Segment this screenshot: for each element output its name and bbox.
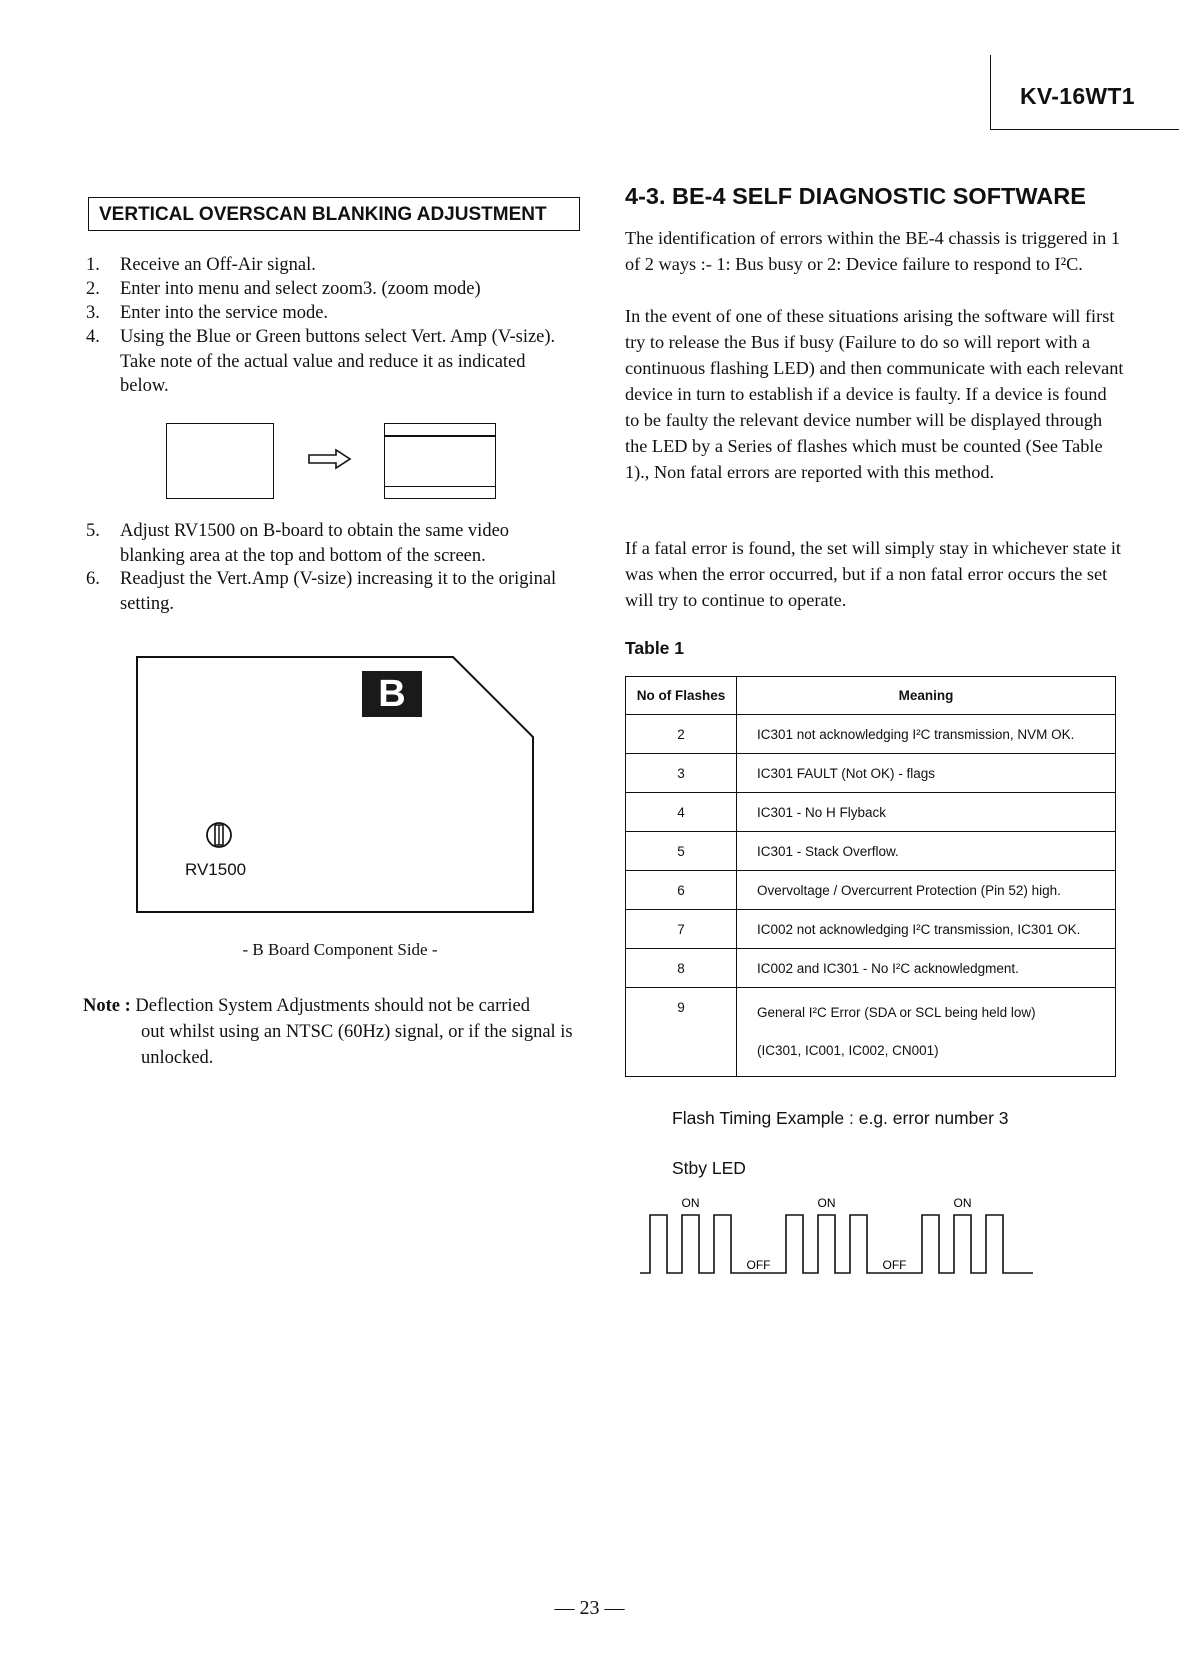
step-text: Adjust RV1500 on B-board to obtain the same video blanking area at the top and bottom of the screen. <box>120 521 510 566</box>
flash-count-cell: 8 <box>626 949 737 988</box>
meaning-cell: IC002 not acknowledging I²C transmission, IC301 OK. <box>737 910 1116 949</box>
section-title-self-diagnostic: 4-3. BE-4 SELF DIAGNOSTIC SOFTWARE <box>625 183 1086 209</box>
step-number: 1. <box>86 255 100 275</box>
table-row <box>626 949 1116 988</box>
step-number: 3. <box>86 303 100 323</box>
step-text: Using the Blue or Green buttons select Vert. Amp (V-size). Take note of the actual value and reduce it as indicated below. <box>120 327 556 396</box>
step-text: Readjust the Vert.Amp (V-size) increasing it to the original setting. <box>120 569 557 614</box>
note <box>83 993 603 1073</box>
meaning-cell: IC301 - No H Flyback <box>737 793 1116 832</box>
flash-timing-waveform <box>640 1195 1080 1280</box>
step-number: 6. <box>86 569 100 589</box>
flash-count-cell: 6 <box>626 871 737 910</box>
column-header-meaning: Meaning <box>737 677 1116 715</box>
stby-led-label: Stby LED <box>672 1158 746 1178</box>
step-number: 4. <box>86 327 100 347</box>
flash-count-cell: 4 <box>626 793 737 832</box>
on-label: ON <box>817 1196 836 1210</box>
top-blanking-line <box>385 435 495 437</box>
off-label: OFF <box>882 1258 907 1272</box>
flash-count-cell: 3 <box>626 754 737 793</box>
section-title-vertical-overscan: VERTICAL OVERSCAN BLANKING ADJUSTMENT <box>99 204 547 225</box>
rv1500-label: RV1500 <box>185 860 247 879</box>
column-header-flashes: No of Flashes <box>626 677 737 715</box>
process-paragraph: In the event of one of these situations arising the software will first try to release the Bus if busy (Failure to do so will report with a continuous flashing LED) and then communicate with each relevant device in turn to establish if a device is faulty. If a device is found to be faulty the relevant device number will be displayed through the LED by a Series of flashes which must be counted (See Table 1)., Non fatal errors are reported with this method. <box>625 306 1124 482</box>
flash-timing-title: Flash Timing Example : e.g. error number 3 <box>672 1108 1009 1128</box>
meaning-cell <box>737 988 1116 1077</box>
intro-paragraph: The identification of errors within the BE-4 chassis is triggered in 1 of 2 ways :- 1: Bus busy or 2: Device failure to respond to I²C. <box>625 228 1120 274</box>
step-2 <box>86 277 566 301</box>
potentiometer-icon <box>205 821 233 849</box>
table-row <box>626 793 1116 832</box>
bottom-blanking-line <box>385 486 495 488</box>
note-label: Note : <box>83 996 131 1016</box>
flash-count-cell: 5 <box>626 832 737 871</box>
table-header-row <box>626 677 1116 715</box>
on-label: ON <box>953 1196 972 1210</box>
screen-before-diagram <box>166 423 274 499</box>
on-label: ON <box>681 1196 700 1210</box>
flash-count-cell: 7 <box>626 910 737 949</box>
model-number: KV-16WT1 <box>1020 83 1135 109</box>
step-1 <box>86 253 566 277</box>
error-flash-table <box>625 676 1116 1077</box>
meaning-line-1: General I²C Error (SDA or SCL being held low) <box>757 1005 1036 1020</box>
meaning-line-2: (IC301, IC001, IC002, CN001) <box>757 1043 939 1058</box>
step-3 <box>86 301 566 325</box>
table-row <box>626 910 1116 949</box>
screen-after-diagram <box>384 423 496 499</box>
waveform-labels <box>682 1196 972 1272</box>
meaning-cell: Overvoltage / Overcurrent Protection (Pin 52) high. <box>737 871 1116 910</box>
step-4 <box>86 325 566 399</box>
step-5 <box>86 519 566 567</box>
meaning-cell: IC301 FAULT (Not OK) - flags <box>737 754 1116 793</box>
table-row <box>626 754 1116 793</box>
step-text: Enter into the service mode. <box>120 303 329 323</box>
step-number: 5. <box>86 521 100 541</box>
table-title: Table 1 <box>625 638 685 658</box>
page-number: — 23 — <box>554 1597 625 1619</box>
right-arrow-icon <box>306 447 354 471</box>
note-first-line: Deflection System Adjustments should not be carried <box>135 996 531 1016</box>
off-label: OFF <box>746 1258 771 1272</box>
step-text: Enter into menu and select zoom3. (zoom mode) <box>120 279 481 299</box>
board-letter-badge: B <box>362 671 422 717</box>
meaning-cell: IC002 and IC301 - No I²C acknowledgment. <box>737 949 1116 988</box>
fatal-error-paragraph: If a fatal error is found, the set will simply stay in whichever state it was when the error occurred, but if a non fatal error occurs the set will try to continue to operate. <box>625 538 1121 610</box>
meaning-cell: IC301 - Stack Overflow. <box>737 832 1116 871</box>
step-text: Receive an Off-Air signal. <box>120 255 316 275</box>
board-caption: - B Board Component Side - <box>242 940 438 959</box>
table-row <box>626 871 1116 910</box>
table-row <box>626 832 1116 871</box>
step-6 <box>86 567 566 615</box>
flash-count-cell: 9 <box>626 988 737 1077</box>
table-row <box>626 715 1116 754</box>
meaning-cell: IC301 not acknowledging I²C transmission, NVM OK. <box>737 715 1116 754</box>
flash-count-cell: 2 <box>626 715 737 754</box>
note-continuation: out whilst using an NTSC (60Hz) signal, or if the signal is unlocked. <box>141 1022 573 1068</box>
led-waveform-line <box>640 1215 1033 1273</box>
table-row <box>626 988 1116 1077</box>
step-number: 2. <box>86 279 100 299</box>
